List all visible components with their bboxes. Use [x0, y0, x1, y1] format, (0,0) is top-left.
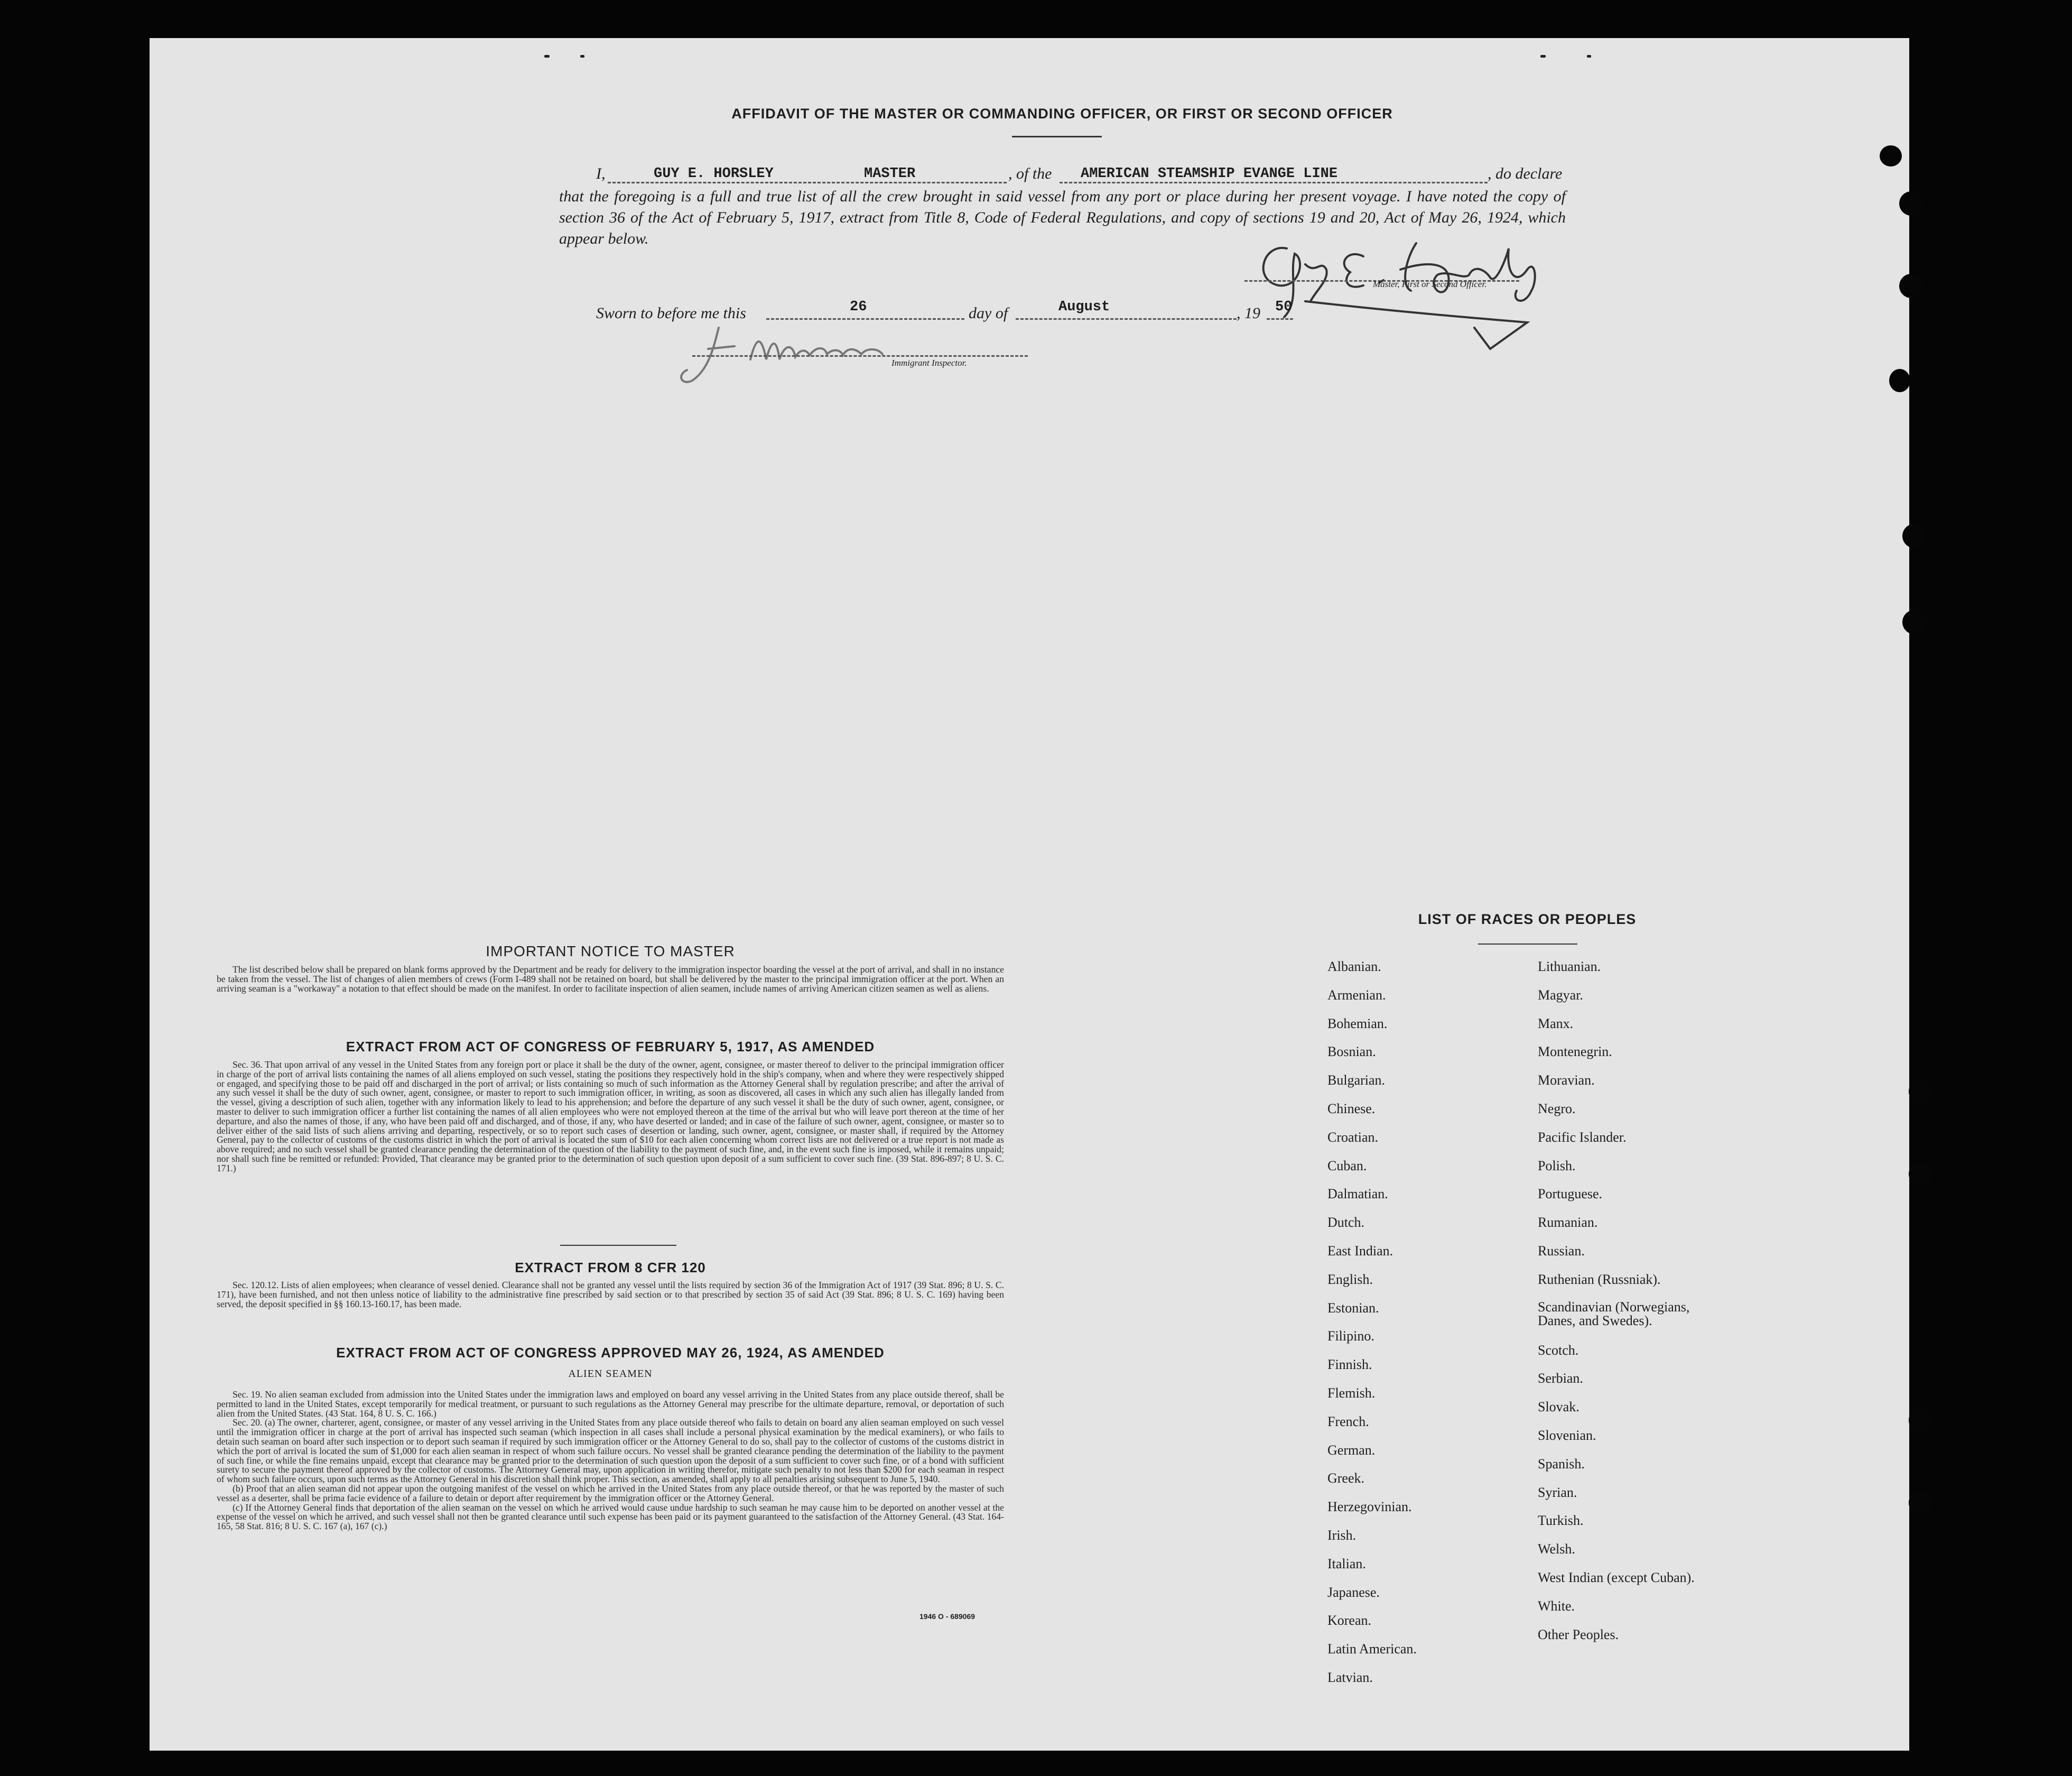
race-item: Estonian.: [1327, 1300, 1379, 1316]
officer-label: Master, First or Second Officer.: [1373, 279, 1487, 289]
sec-20a-paragraph: Sec. 20. (a) The owner, charterer, agent, consignee, or master of any vessel arriving in the United States from any place outside thereof who fails to detain on board any alien seaman employed on such vessel until the immigration officer in charge at the port of arrival has inspected such seaman (which inspection in all cases shall include a personal physical examination by the medical examiners), or who fails to detain such seaman on board after such inspection or to deport such seaman if required by such immigration officer or the Attorney General to do so, shall pay to the collector of customs of the customs district in which the port of arrival is located the sum of $1,000 for each alien seaman in respect of whom such failure occurs. No vessel shall be granted clearance pending the determination of the liability to the payment of such fine, or while the fine remains unpaid, except that clearance may be granted prior to the determination of such question upon the deposit of a sum sufficient to cover such fine, or of a bond with sufficient surety to secure the payment thereof approved by the collector of customs. The Attorney General may, upon application in writing therefor, mitigate such penalty to not less than $200 for each seaman in respect of whom such failure occurs, upon such terms as the Attorney General in his discretion shall think proper. This section, as amended, shall apply to all penalties arising subsequent to June 5, 1940.: [217, 1417, 1004, 1485]
race-item: Scotch.: [1538, 1342, 1579, 1358]
scan-mark: [1540, 55, 1546, 58]
binder-hole: [1909, 1079, 1933, 1104]
race-item: Magyar.: [1538, 987, 1583, 1003]
scan-mark: [1587, 55, 1591, 58]
i-label: I,: [596, 165, 606, 182]
race-item: Montenegrin.: [1538, 1044, 1612, 1060]
race-item: Armenian.: [1327, 987, 1386, 1003]
binder-hole: [1902, 610, 1927, 634]
binder-hole: [1909, 1162, 1933, 1186]
race-item: Cuban.: [1327, 1158, 1367, 1173]
race-item: Portuguese.: [1538, 1186, 1603, 1202]
extract-1924-title: EXTRACT FROM ACT OF CONGRESS APPROVED MAY 26, 1924, AS AMENDED: [336, 1345, 885, 1361]
races-right-column: [1538, 959, 1765, 1655]
extract-1924-text: [217, 1390, 1004, 1531]
race-item: West Indian (except Cuban).: [1538, 1569, 1695, 1585]
print-code: 1946 O - 689069: [919, 1612, 975, 1621]
sec-20b-paragraph: (b) Proof that an alien seaman did not appear upon the outgoing manifest of the vessel on which he arrived in the United States from any place outside thereof, or that he was reported by the master of such vessel as a deserter, shall be prima facie evidence of a failure to detain or deport after requirement by the immigration officer or the Attorney General.: [217, 1483, 1004, 1503]
inspector-label: Immigrant Inspector.: [891, 358, 967, 368]
binder-hole: [1902, 524, 1927, 548]
notice-paragraph: The list described below shall be prepared on blank forms approved by the Department and be ready for delivery to the immigration inspector boarding the vessel at the port of arrival, and shall in no instance be taken from the vessel. The list of changes of alien members of crews (Form I-489 shall not be retained on board, but shall be delivered by the master to the principal immigration officer at the port. When an arriving seaman is a "workaway" a notation to that effect should be made on the manifest. In order to facilitate inspection of alien seamen, include names of arriving American citizen seamen as well as aliens.: [217, 964, 1004, 994]
race-item: Croatian.: [1327, 1129, 1379, 1145]
race-item: Italian.: [1327, 1556, 1366, 1571]
scan-mark: [580, 55, 584, 58]
race-item: Dalmatian.: [1327, 1186, 1388, 1202]
race-item: Latin American.: [1327, 1641, 1417, 1657]
master-rank: MASTER: [864, 166, 916, 182]
race-item: Dutch.: [1327, 1215, 1365, 1231]
name-line: [608, 182, 1007, 183]
inspector-line: [692, 355, 1028, 357]
sworn-label: Sworn to before me this: [596, 304, 746, 322]
race-item: Other Peoples.: [1538, 1626, 1619, 1642]
race-item: English.: [1327, 1271, 1373, 1287]
race-item: Rumanian.: [1538, 1215, 1598, 1231]
master-signature: [1242, 227, 1580, 354]
race-item: White.: [1538, 1598, 1575, 1614]
race-item: Japanese.: [1327, 1584, 1380, 1600]
extract-1917-text: [217, 1060, 1004, 1173]
sworn-year: 50: [1275, 299, 1293, 315]
sworn-month: August: [1058, 299, 1110, 315]
sec-120-paragraph: Sec. 120.12. Lists of alien employees; when clearance of vessel denied. Clearance shall not be granted any vessel until the lists required by section 36 of the Immigration Act of 1917 (39 Stat. 896; 8 U. S. C. 171), have been furnished, and not then unless notice of liability to the administrative fine prescribed by said section or to that prescribed by section 35 of said Act (39 Stat. 896; 8 U. S. C. 169) having been served, the deposit specified in §§ 160.13-160.17, has been made.: [217, 1280, 1004, 1309]
notice-title: IMPORTANT NOTICE TO MASTER: [486, 943, 735, 959]
race-item: Bohemian.: [1327, 1015, 1388, 1031]
binder-hole: [1899, 274, 1924, 298]
binder-hole: [1880, 145, 1902, 166]
race-item: Ruthenian (Russniak).: [1538, 1271, 1661, 1287]
races-rule: [1478, 944, 1577, 945]
sec-19-paragraph: Sec. 19. No alien seaman excluded from admission into the United States under the immigration laws and employed on board any vessel arriving in the United States from any place outside thereof, shall be permitted to land in the United States, except temporarily for medical treatment, or pursuant to such regulations as the Attorney General may prescribe for the ultimate departure, removal, or deportation of such alien from the United States. (43 Stat. 164, 8 U. S. C. 166.): [217, 1389, 1004, 1419]
scan-mark: [544, 55, 550, 58]
month-line: [1016, 318, 1237, 320]
race-item: Albanian.: [1327, 959, 1381, 974]
year-line: [1267, 318, 1293, 320]
of-the-label: , of the: [1008, 165, 1052, 182]
race-item: Lithuanian.: [1538, 959, 1601, 974]
notice-text: [217, 965, 1004, 993]
sec-36-paragraph: Sec. 36. That upon arrival of any vessel in the United States from any foreign port or place it shall be the duty of the owner, agent, consignee, or master thereof to deliver to the principal immigration officer in charge of the port of arrival lists containing the names of all aliens employed on such vessel, stating the positions they respectively hold in the ship's company, when and where they were respectively shipped or engaged, and specifying those to be paid off and discharged in the port of arrival; or lists containing so much of such information as the Attorney General shall by regulation prescribe; and after the arrival of any such vessel it shall be the duty of such owner, agent, consignee, or master to report to such immigration officer, in writing, as soon as discovered, all cases in which any such alien has illegally landed from the vessel, giving a description of such alien, together with any information likely to lead to his apprehension; and before the departure of any such vessel it shall be the duty of such owner, agent, consignee, or master to deliver to such immigration officer a further list containing the names of all alien employees who were not employed thereon at the time of the arrival but who will leave port thereon at the time of her departure, and also the names of those, if any, who have been paid off and discharged, and of those, if any, who have deserted or landed; and in case of the failure of such owner, agent, consignee, or master so to deliver either of the said lists of such aliens arriving and departing, respectively, or so to report such cases of desertion or landing, such owner, agent, consignee, or master shall, if required by the Attorney General, pay to the collector of customs of the customs district in which the port of arrival is located the sum of $10 for each alien concerning whom correct lists are not delivered or a true report is not made as above required; and no such vessel shall be granted clearance pending the determination of the question of the liability to the payment of such fine, and, in the event such fine is imposed, while it remains unpaid; nor shall such fine be remitted or refunded: Provided, That clearance may be granted prior to the determination of such question upon deposit of a sum sufficient to cover such fine. (39 Stat. 896-897; 8 U. S. C. 171.): [217, 1059, 1004, 1173]
race-item: East Indian.: [1327, 1243, 1393, 1259]
master-name: GUY E. HORSLEY: [654, 166, 774, 182]
race-item: Welsh.: [1538, 1541, 1575, 1557]
race-item: Bosnian.: [1327, 1044, 1376, 1060]
vessel-line: [1060, 182, 1488, 183]
race-item: Latvian.: [1327, 1669, 1373, 1685]
race-item: Scandinavian (Norwegians, Danes, and Swedes).: [1538, 1299, 1690, 1328]
race-item: Chinese.: [1327, 1100, 1376, 1116]
inspector-signature: [671, 317, 914, 396]
race-item: Manx.: [1538, 1015, 1574, 1031]
race-item: Polish.: [1538, 1158, 1576, 1173]
section-rule: [560, 1245, 676, 1246]
sworn-day: 26: [850, 299, 867, 315]
year-prefix: , 19: [1237, 304, 1260, 322]
race-item: Finnish.: [1327, 1357, 1372, 1373]
race-item: Filipino.: [1327, 1328, 1374, 1344]
extract-cfr-text: [217, 1281, 1004, 1309]
race-item: Bulgarian.: [1327, 1072, 1386, 1088]
alien-seamen-subtitle: ALIEN SEAMEN: [568, 1368, 653, 1380]
affidavit-title: AFFIDAVIT OF THE MASTER OR COMMANDING OFFICER, OR FIRST OR SECOND OFFICER: [731, 106, 1393, 122]
race-item: Pacific Islander.: [1538, 1129, 1627, 1145]
sec-20c-paragraph: (c) If the Attorney General finds that deportation of the alien seaman on the vessel on which he arrived would cause undue hardship to such seaman he may cause him to be deported on another vessel at the expense of the vessel on which he arrived, and such vessel shall not then be granted clearance until such expense has been paid or its payment guaranteed to the satisfaction of the Attorney General. (43 Stat. 164-165, 58 Stat. 816; 8 U. S. C. 167 (a), 167 (c).): [217, 1502, 1004, 1532]
race-item: Moravian.: [1538, 1072, 1595, 1088]
race-item: French.: [1327, 1413, 1369, 1429]
race-item: Flemish.: [1327, 1385, 1376, 1401]
race-item: Slovak.: [1538, 1399, 1579, 1415]
vessel-name: AMERICAN STEAMSHIP EVANGE LINE: [1081, 166, 1338, 182]
title-rule: [1012, 136, 1102, 137]
race-item: Greek.: [1327, 1470, 1365, 1486]
race-item: Russian.: [1538, 1243, 1585, 1259]
races-left-column: [1327, 959, 1502, 1698]
binder-hole: [1899, 191, 1924, 216]
do-declare-label: , do declare: [1488, 165, 1563, 182]
affidavit-body: that the foregoing is a full and true list of all the crew brought in said vessel from any port or place during her present voyage. I have noted the copy of section 36 of the Act of February 5, 1917, extract from Title 8, Code of Federal Regulations, and copy of sections 19 and 20, Act of May 26, 1924, which appear below.: [559, 188, 1566, 247]
binder-hole: [1909, 1491, 1933, 1515]
race-item: Irish.: [1327, 1527, 1356, 1543]
binder-hole: [1889, 369, 1910, 392]
race-item: Negro.: [1538, 1100, 1576, 1116]
race-item: Slovenian.: [1538, 1427, 1596, 1443]
extract-cfr-title: EXTRACT FROM 8 CFR 120: [515, 1260, 706, 1275]
race-item: Turkish.: [1538, 1513, 1584, 1529]
binder-hole: [1909, 1408, 1933, 1432]
race-item: Herzegovinian.: [1327, 1499, 1412, 1515]
race-item: Korean.: [1327, 1613, 1372, 1629]
extract-1917-title: EXTRACT FROM ACT OF CONGRESS OF FEBRUARY 5, 1917, AS AMENDED: [346, 1039, 875, 1054]
day-of-label: day of: [969, 304, 1008, 322]
race-item: German.: [1327, 1442, 1376, 1458]
race-item: Syrian.: [1538, 1484, 1577, 1500]
race-item: Spanish.: [1538, 1456, 1585, 1472]
races-title: LIST OF RACES OR PEOPLES: [1418, 911, 1637, 927]
race-item: Serbian.: [1538, 1371, 1583, 1386]
